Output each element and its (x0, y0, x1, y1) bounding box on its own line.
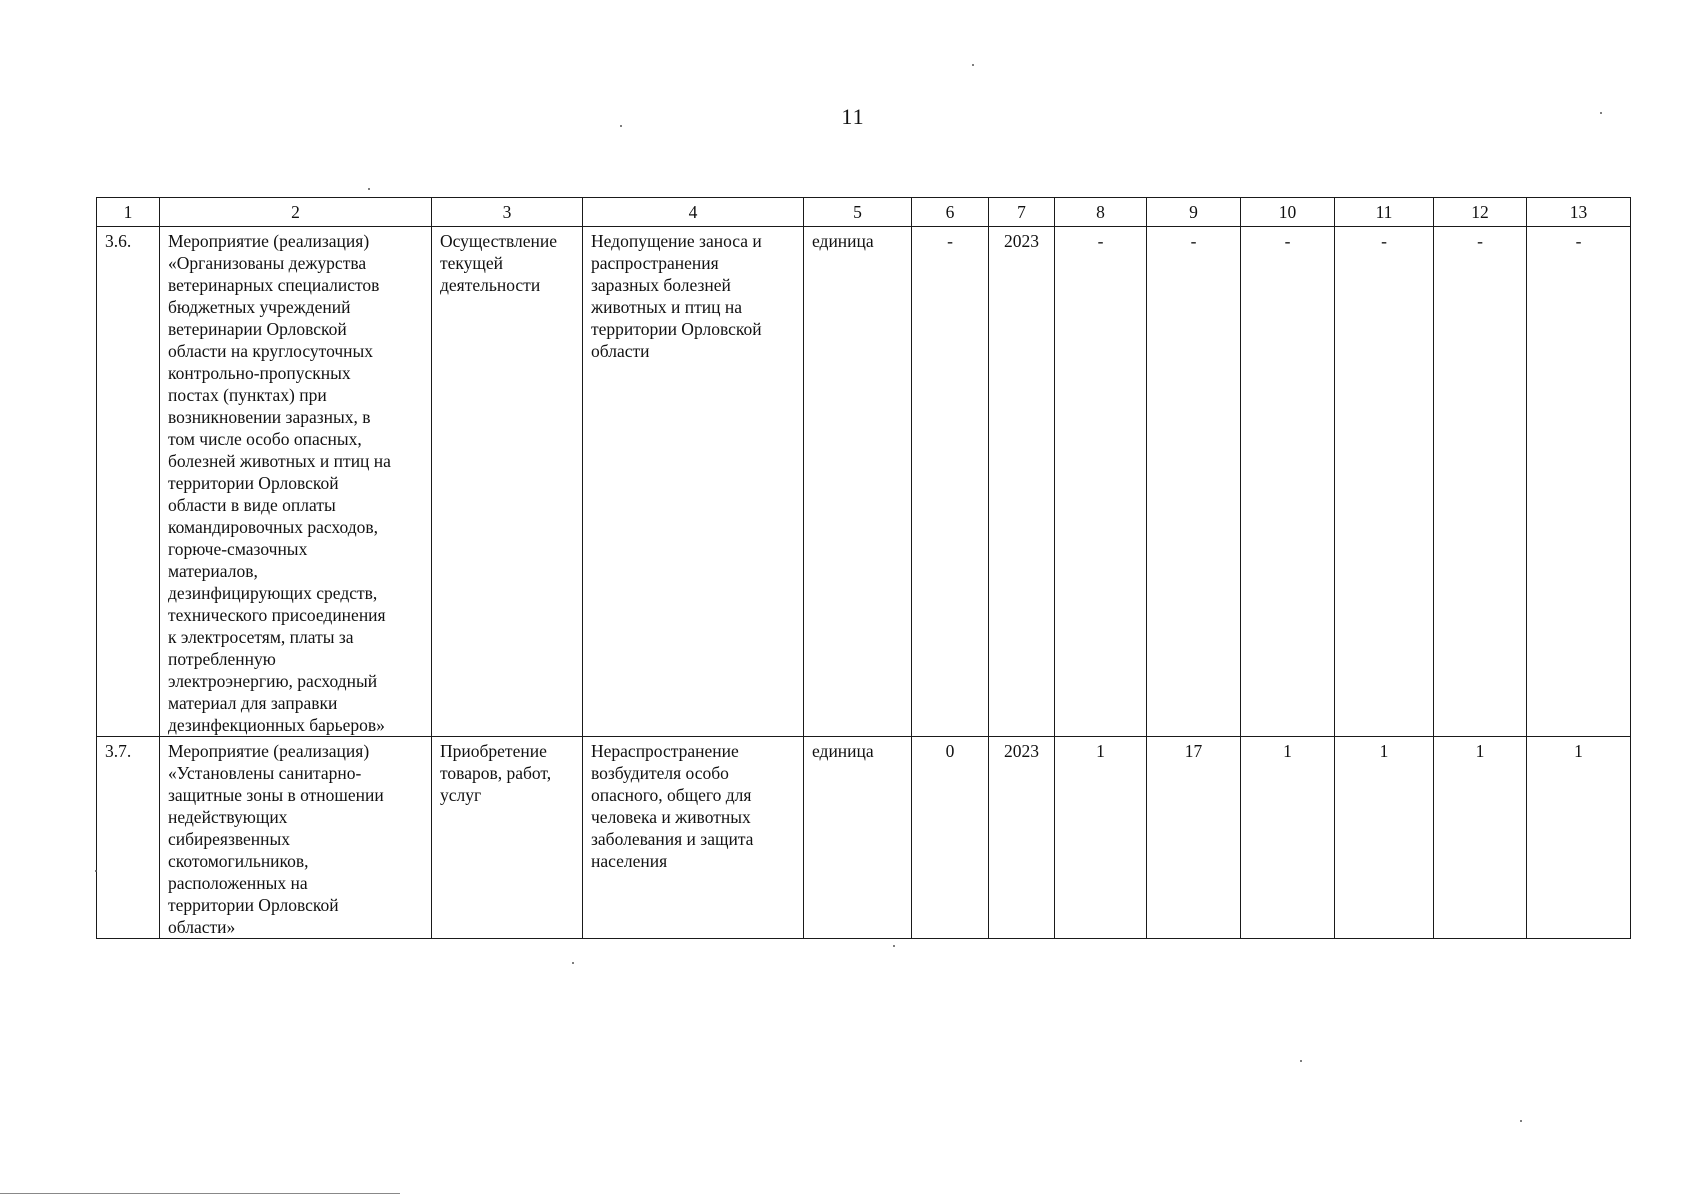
value-cell-13: 1 (1527, 737, 1631, 939)
result-description-cell: Недопущение заноса и распространения заразных болезней животных и птиц на территории Орловской области (583, 227, 804, 737)
value-cell-11: - (1335, 227, 1434, 737)
value-cell-13: - (1527, 227, 1631, 737)
scan-speck (972, 64, 974, 66)
scan-speck (893, 945, 895, 947)
column-header-8: 8 (1055, 198, 1147, 227)
value-cell-8: 1 (1055, 737, 1147, 939)
column-header-2: 2 (160, 198, 432, 227)
scan-edge-line (0, 1193, 400, 1194)
unit-cell: единица (804, 227, 912, 737)
column-header-6: 6 (912, 198, 989, 227)
value-cell-8: - (1055, 227, 1147, 737)
column-header-12: 12 (1434, 198, 1527, 227)
column-header-13: 13 (1527, 198, 1631, 227)
value-cell-12: 1 (1434, 737, 1527, 939)
scan-speck (572, 962, 574, 964)
value-cell-9: - (1147, 227, 1241, 737)
unit-cell: единица (804, 737, 912, 939)
measure-name-cell: Мероприятие (реализация) «Организованы дежурства ветеринарных специалистов бюджетных учреждений ветеринарии Орловской области на круглосуточных контрольно-пропускных постах (пунктах) при возникновении заразных, в том числе особо опасных, болезней животных и птиц на территории Орловской области в виде оплаты командировочных расходов, горюче-смазочных материалов, дезинфицирующих средств, технического присоединения к электросетям, платы за потребленную электроэнергию, расходный материал для заправки дезинфекционных барьеров» (160, 227, 432, 737)
year-cell: 2023 (989, 737, 1055, 939)
value-cell-11: 1 (1335, 737, 1434, 939)
year-cell: 2023 (989, 227, 1055, 737)
column-header-10: 10 (1241, 198, 1335, 227)
value-cell-10: 1 (1241, 737, 1335, 939)
measures-table-container (96, 197, 1630, 939)
table-row (97, 737, 1631, 939)
table-row (97, 227, 1631, 737)
column-header-4: 4 (583, 198, 804, 227)
column-header-1: 1 (97, 198, 160, 227)
scan-speck (1600, 112, 1602, 114)
row-number-cell: 3.6. (97, 227, 160, 737)
value-cell-9: 17 (1147, 737, 1241, 939)
measures-table (96, 197, 1631, 939)
activity-type-cell: Приобретение товаров, работ, услуг (432, 737, 583, 939)
activity-type-cell: Осуществление текущей деятельности (432, 227, 583, 737)
value-cell-10: - (1241, 227, 1335, 737)
page-number: 11 (841, 104, 865, 129)
column-header-3: 3 (432, 198, 583, 227)
scan-speck (620, 125, 622, 127)
base-value-cell: 0 (912, 737, 989, 939)
column-header-5: 5 (804, 198, 912, 227)
column-header-7: 7 (989, 198, 1055, 227)
table-header-row (97, 198, 1631, 227)
scan-speck (1300, 1060, 1302, 1062)
scan-speck (1520, 1120, 1522, 1122)
base-value-cell: - (912, 227, 989, 737)
scan-speck (368, 188, 370, 190)
column-header-9: 9 (1147, 198, 1241, 227)
measure-name-cell: Мероприятие (реализация) «Установлены санитарно- защитные зоны в отношении недействующих сибиреязвенных скотомогильников, расположенных на территории Орловской области» (160, 737, 432, 939)
value-cell-12: - (1434, 227, 1527, 737)
result-description-cell: Нераспространение возбудителя особо опасного, общего для человека и животных заболевания и защита населения (583, 737, 804, 939)
column-header-11: 11 (1335, 198, 1434, 227)
scan-speck (95, 870, 97, 872)
row-number-cell: 3.7. (97, 737, 160, 939)
